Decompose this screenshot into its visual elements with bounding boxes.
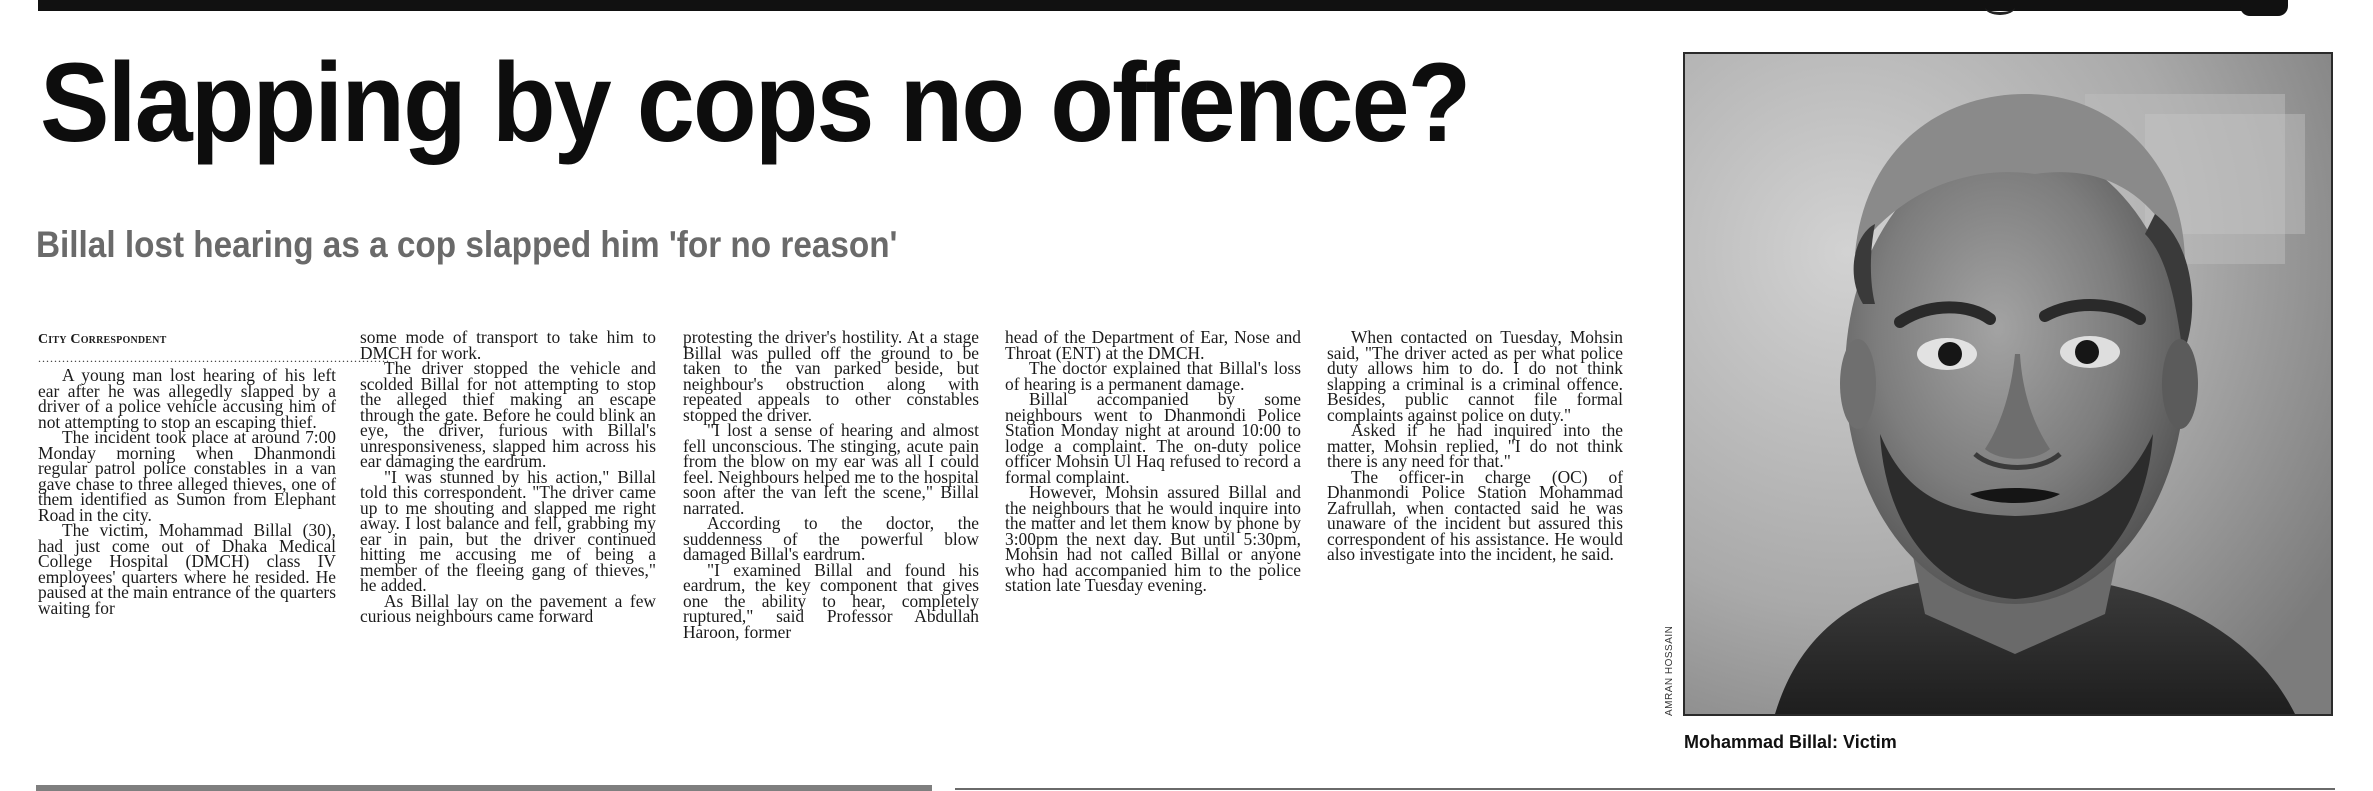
paragraph: protesting the driver's hostility. At a stage Billal was pulled off the ground to be taken to the van parked beside, but neighbour's obstruction along with repeated appeals to other constables stopped the driver. [683,327,979,425]
photo-caption: Mohammad Billal: Victim [1684,732,1897,752]
clipped-glyph [1985,0,2015,15]
paragraph: "I lost a sense of hearing and almost fell unconscious. The stinging, acute pain from the blow on my ear was all I could feel. Neighbours helped me to the hospital soon after the van left the scene," Billal narrated. [683,420,979,518]
paragraph: Asked if he had inquired into the matter, Mohsin replied, "I do not think there is any need for that." [1327,420,1623,471]
paragraph: The doctor explained that Billal's loss of hearing is a permanent damage. [1005,358,1301,394]
portrait-image [1685,54,2331,714]
paragraph: "I examined Billal and found his eardrum, the key component that gives one the ability to hear, completely ruptured," said Professor Abdullah Haroon, former [683,559,979,642]
photo-credit: AMRAN HOSSAIN [1664,625,1675,716]
paragraph: When contacted on Tuesday, Mohsin said, "The driver acted as per what police duty allows him to do. I do not think slapping a criminal is a criminal offence. Besides, public cannot file formal complaints against police on duty." [1327,327,1623,425]
paragraph: head of the Department of Ear, Nose and Throat (ENT) at the DMCH. [1005,327,1301,363]
bottom-gray-rule [36,785,932,791]
paragraph: The officer-in charge (OC) of Dhanmondi Police Station Mohammad Zafrullah, when contacted said he was unaware of the incident but assured this correspondent of his assistance. He would also investigate into the incident, he said. [1327,466,1623,564]
byline: City Correspondent [38,332,167,347]
clipped-glyph [2240,0,2288,16]
article-column-5 [1327,327,1623,564]
paragraph: A young man lost hearing of his left ear after he was allegedly slapped by a driver of a police vehicle accusing him of not attempting to stop an escaping thief. [38,365,336,432]
subheadline: Billal lost hearing as a cop slapped him 'for no reason' [36,224,898,265]
bottom-thin-rule [955,788,2335,790]
article-column-1 [38,330,390,618]
byline-dotted-rule: ........................................................................................ [38,351,390,365]
article-column-3 [683,327,979,642]
paragraph: Billal accompanied by some neighbours went to Dhanmondi Police Station Monday night at around 10:00 to lodge a complaint. The on-duty police officer Mohsin Ul Haq refused to record a formal complaint. [1005,389,1301,487]
paragraph: However, Mohsin assured Billal and the neighbours that he would inquire into the matter and let them know by phone by 3:00pm the next day. But until 5:30pm, Mohsin had not called Billal or anyone who had accompanied him to the police station late Tuesday evening. [1005,482,1301,595]
paragraph: some mode of transport to take him to DMCH for work. [360,327,656,363]
paragraph: As Billal lay on the pavement a few curious neighbours came forward [360,590,656,626]
top-rule [38,0,2268,11]
paragraph: According to the doctor, the suddenness of the powerful blow damaged Billal's eardrum. [683,513,979,564]
paragraph: The victim, Mohammad Billal (30), had just come out of Dhaka Medical College Hospital (DMCH) class IV employees' quarters where he resided. He paused at the main entrance of the quarters waiting for [38,520,336,618]
headline: Slapping by cops no offence? [40,40,1470,165]
paragraph: "I was stunned by his action," Billal told this correspondent. "The driver came up to me shouting and slapped me right away. I lost balance and fell, grabbing my ear in pain, but the driver continued hitting me accusing me of being a member of the fleeing gang of thieves," he added. [360,466,656,595]
paragraph: The incident took place at around 7:00 Monday morning when Dhanmondi regular patrol police constables in a van gave chase to three alleged thieves, one of them identified as Sumon from Elephant Road in the city. [38,427,336,525]
portrait-photo [1683,52,2333,716]
paragraph: The driver stopped the vehicle and scolded Billal for not attempting to stop the alleged thief making an escape through the gate. Before he could blink an eye, the driver, furious with Billal's unresponsiveness, slapped him across his ear damaging the eardrum. [360,358,656,471]
article-column-2 [360,327,656,626]
article-column-4 [1005,327,1301,595]
